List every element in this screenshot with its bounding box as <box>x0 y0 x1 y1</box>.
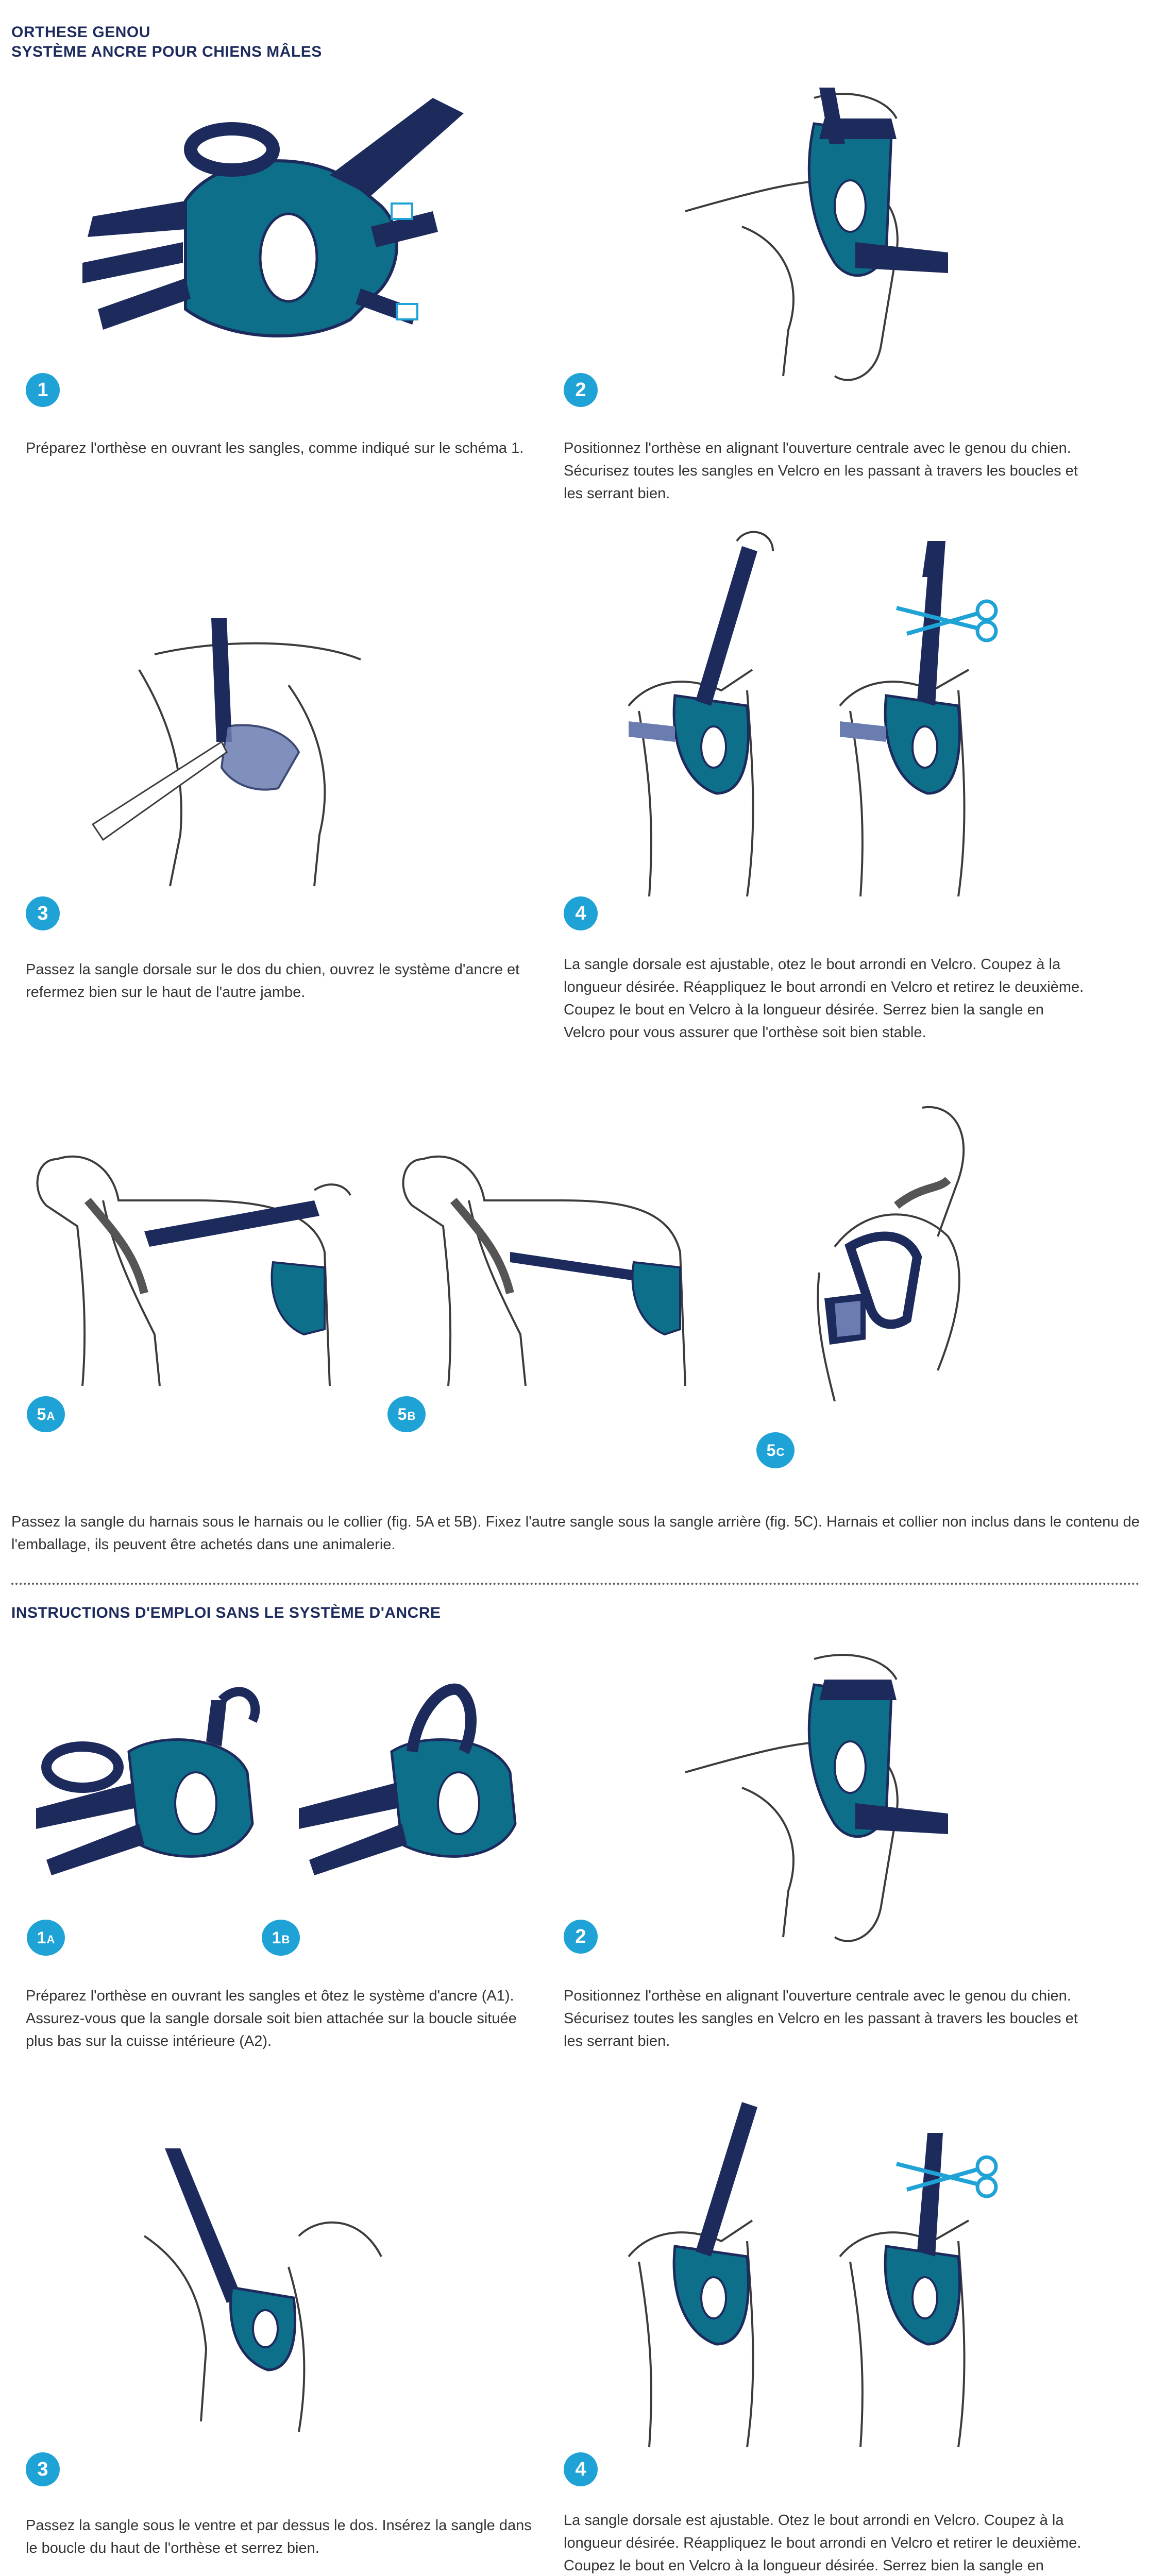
harness-5c-illustration <box>804 1103 1000 1412</box>
section-2-step-3-text: Passez la sangle sous le ventre et par dessus le dos. Insérez la sangle dans le boucle du haut de l'orthèse et serrez bien. <box>26 2517 532 2556</box>
step-4-badge: 4 <box>564 896 598 930</box>
step-4-text: La sangle dorsale est ajustable, otez le bout arrondi en Velcro. Coupez à la longueur désirée. Réappliquez le bout arrondi en Velcro et retirez le deuxième. Coupez le bout en Velcro à la longueur désirée. Serrez bien la sangle en Velcro pour vous assurer que l'orthèse soit bien stable. <box>564 956 1084 1041</box>
step-2-text: Positionnez l'orthèse en alignant l'ouverture centrale avec le genou du chien. Sécurisez toutes les sangles en Velcro en les passant à travers les boucles et les serrant bien. <box>564 440 1078 502</box>
scissors-icon <box>897 2157 996 2196</box>
step-1a-badge: 1 A <box>27 1920 65 1956</box>
orthosis-1a-illustration <box>26 1690 283 1896</box>
step-3-badge: 3 <box>26 896 60 930</box>
harness-5b-illustration <box>392 1139 711 1396</box>
section-2-step-2-text: Positionnez l'orthèse en alignant l'ouverture centrale avec le genou du chien. Sécurisez toutes les sangles en Velcro en les passant à travers les boucles et les serrant bien. <box>564 1988 1078 2049</box>
section-2-step-4-badge: 4 <box>564 2452 598 2486</box>
step-5-text: Passez la sangle du harnais sous le harnais ou le collier (fig. 5A et 5B). Fixez l'autre sangle sous la sangle arrière (fig. 5C). Harnais et collier non inclus dans le contenu de l'emballage, ils peuvent être achetés dans une animalerie. <box>11 1514 1140 1553</box>
section-2-step-3-badge: 3 <box>26 2452 60 2486</box>
section-2-step-2-badge: 2 <box>564 1920 598 1954</box>
section-divider <box>11 1583 1140 1585</box>
step-5a-badge: 5 A <box>27 1396 65 1432</box>
belly-strap-illustration <box>134 2133 392 2442</box>
document-title <box>11 23 322 62</box>
adjust-strap-illustration <box>618 536 1041 907</box>
title-line-2: SYSTÈME ANCRE POUR CHIENS MÂLES <box>11 43 322 60</box>
orthosis-open-illustration <box>62 93 505 381</box>
scissors-icon <box>897 601 996 640</box>
section-2-step-1-text: Préparez l'orthèse en ouvrant les sangles et ôtez le système d'ancre (A1). Assurez-vous que la sangle dorsale soit bien attachée sur la boucle située plus bas sur la cuisse intérieure (A2). <box>26 1988 517 2049</box>
step-5c-badge: 5 C <box>756 1432 795 1468</box>
step-1-badge: 1 <box>26 373 60 407</box>
title-line-1: ORTHESE GENOU <box>11 24 150 41</box>
harness-5a-illustration <box>26 1139 366 1396</box>
step-1b-badge: 1 B <box>262 1920 300 1956</box>
s2-dog-leg-orthosis-illustration <box>680 1649 969 1958</box>
orthosis-1b-illustration <box>289 1680 546 1896</box>
step-2-badge: 2 <box>564 373 598 407</box>
section-2-title: INSTRUCTIONS D'EMPLOI SANS LE SYSTÈME D'ANCRE <box>11 1604 441 1621</box>
step-3-text: Passez la sangle dorsale sur le dos du chien, ouvrez le système d'ancre et refermez bien sur le haut de l'autre jambe. <box>26 961 520 1001</box>
step-5b-badge: 5 B <box>387 1396 426 1432</box>
section-2-step-4-text: La sangle dorsale est ajustable. Otez le bout arrondi en Velcro. Coupez à la longueur désirée. Réappliquez le bout arrondi en Velcro et retirer le deuxième. Coupez le bout en Velcro à la longueur désirée. Serrez bien la sangle en <box>564 2512 1082 2574</box>
dog-leg-orthosis-illustration <box>680 88 969 397</box>
step-1-text: Préparez l'orthèse en ouvrant les sangles, comme indiqué sur le schéma 1. <box>26 440 524 456</box>
s2-adjust-strap-illustration <box>618 2102 1041 2452</box>
dorsal-strap-over-back-illustration <box>93 618 412 896</box>
